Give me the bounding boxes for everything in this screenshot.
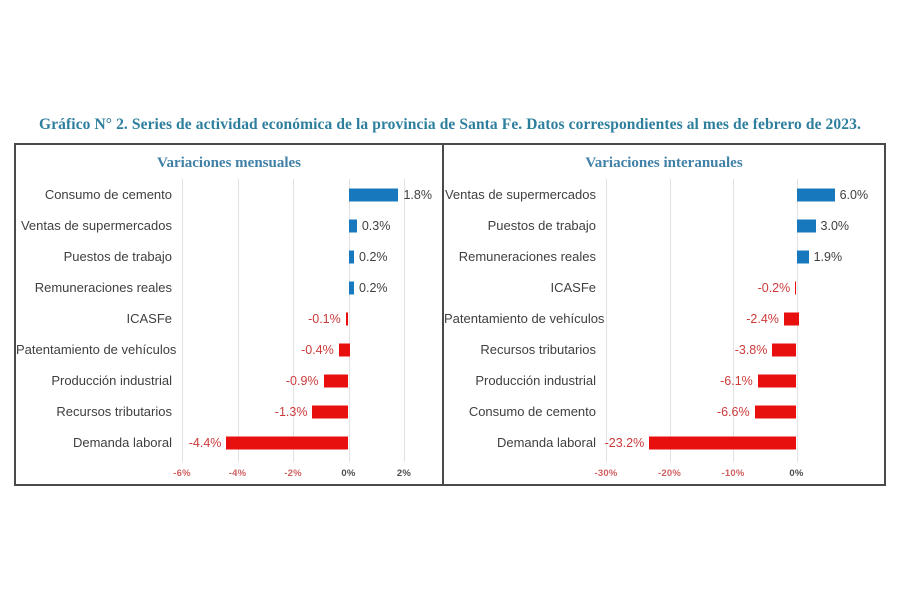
- value-label: 1.9%: [813, 249, 843, 264]
- category-label: ICASFe: [126, 311, 172, 326]
- chart-row: [16, 365, 442, 396]
- plot-cell: [182, 272, 404, 303]
- plot-cell: [182, 210, 404, 241]
- negative-bar: [758, 374, 797, 387]
- positive-bar: [797, 188, 835, 201]
- value-label: -0.2%: [757, 280, 791, 295]
- plot-cell: [606, 272, 860, 303]
- negative-bar: [346, 312, 349, 325]
- plot-cell: [182, 396, 404, 427]
- rows: [16, 179, 442, 458]
- plot-cell: [186, 334, 404, 365]
- plot-cell: [606, 210, 860, 241]
- plot-cell: [182, 241, 404, 272]
- chart-yearly: [444, 145, 884, 484]
- value-label: 0.3%: [361, 218, 391, 233]
- value-label: -23.2%: [604, 435, 645, 450]
- x-tick-label: -10%: [721, 468, 745, 479]
- x-tick-label: 2%: [396, 468, 412, 479]
- value-label: -4.4%: [188, 435, 222, 450]
- x-tick-label: -4%: [228, 468, 247, 479]
- positive-bar: [797, 250, 809, 263]
- value-label: -0.4%: [301, 342, 334, 357]
- chart-row: [444, 365, 884, 396]
- category-label: Demanda laboral: [72, 435, 172, 450]
- chart-row: [444, 396, 884, 427]
- positive-bar: [349, 281, 355, 294]
- chart-row: [444, 241, 884, 272]
- chart-row: [16, 427, 442, 458]
- value-label: 1.8%: [403, 187, 432, 202]
- plot-cell: [614, 303, 860, 334]
- category-label: Producción industrial: [475, 373, 596, 388]
- category-label: Puestos de trabajo: [63, 249, 172, 264]
- category-label: Ventas de supermercados: [20, 218, 172, 233]
- chart-row: [16, 272, 442, 303]
- chart-row: [444, 427, 884, 458]
- chart-row: [16, 396, 442, 427]
- chart-row: [444, 272, 884, 303]
- chart-monthly: [16, 145, 442, 484]
- category-label: Demanda laboral: [496, 435, 596, 450]
- negative-bar: [312, 405, 348, 418]
- negative-bar: [755, 405, 797, 418]
- x-tick-label: 0%: [789, 468, 804, 479]
- chart-row: [16, 303, 442, 334]
- plot-cell: [606, 334, 860, 365]
- chart-row: [444, 210, 884, 241]
- x-tick-label: -6%: [173, 468, 191, 479]
- category-label: Patentamiento de vehículos: [16, 342, 177, 357]
- positive-bar: [349, 250, 355, 263]
- value-label: -0.1%: [308, 311, 341, 326]
- chart-title-monthly: Variaciones mensuales: [156, 155, 302, 171]
- positive-bar: [797, 219, 816, 232]
- charts-container: [14, 143, 886, 486]
- negative-bar: [795, 281, 796, 294]
- axis: [173, 460, 412, 484]
- value-label: 6.0%: [839, 187, 869, 202]
- plot-cell: [606, 427, 860, 458]
- x-tick-label: -20%: [658, 468, 681, 479]
- chart-title-yearly: Variaciones interanuales: [585, 155, 743, 171]
- value-label: 0.2%: [359, 249, 388, 264]
- chart-panel-yearly: [444, 145, 884, 484]
- plot-cell: [182, 179, 432, 210]
- chart-body-monthly: [16, 176, 442, 484]
- figure-title: Gráfico N° 2. Series de actividad económica de la provincia de Santa Fe. Datos correspondientes al mes de febrero de 2023.: [39, 116, 861, 133]
- chart-row: [16, 179, 442, 210]
- chart-row: [16, 334, 442, 365]
- plot-cell: [606, 241, 860, 272]
- plot-cell: [182, 365, 404, 396]
- value-label: -3.8%: [734, 342, 768, 357]
- positive-bar: [349, 188, 399, 201]
- axis: [594, 460, 860, 484]
- plot-cell: [182, 427, 404, 458]
- category-label: Remuneraciones reales: [458, 249, 596, 264]
- category-label: Patentamiento de vehículos: [444, 311, 605, 326]
- plot-cell: [606, 179, 869, 210]
- chart-row: [444, 303, 884, 334]
- category-label: Consumo de cemento: [44, 187, 172, 202]
- category-label: Ventas de supermercados: [444, 187, 596, 202]
- chart-row: [16, 241, 442, 272]
- value-label: -6.6%: [716, 404, 750, 419]
- chart-row: [16, 210, 442, 241]
- negative-bar: [784, 312, 799, 325]
- category-label: Remuneraciones reales: [34, 280, 172, 295]
- negative-bar: [649, 436, 796, 449]
- plot-cell: [606, 365, 860, 396]
- positive-bar: [349, 219, 357, 232]
- x-tick-label: -2%: [284, 468, 302, 479]
- category-label: Consumo de cemento: [468, 404, 596, 419]
- rows: [444, 179, 884, 458]
- chart-row: [444, 179, 884, 210]
- category-label: Recursos tributarios: [56, 404, 172, 419]
- negative-bar: [772, 343, 796, 356]
- category-label: Recursos tributarios: [480, 342, 596, 357]
- category-label: Puestos de trabajo: [487, 218, 596, 233]
- chart-row: [444, 334, 884, 365]
- value-label: -0.9%: [285, 373, 319, 388]
- plot-cell: [606, 396, 860, 427]
- chart-panel-monthly: [16, 145, 444, 484]
- value-label: 0.2%: [359, 280, 388, 295]
- negative-bar: [226, 436, 348, 449]
- x-tick-label: -30%: [594, 468, 618, 479]
- value-label: 3.0%: [820, 218, 850, 233]
- category-label: Producción industrial: [51, 373, 172, 388]
- value-label: -2.4%: [746, 311, 779, 326]
- category-label: ICASFe: [550, 280, 596, 295]
- negative-bar: [324, 374, 349, 387]
- value-label: -6.1%: [720, 373, 753, 388]
- chart-body-yearly: [444, 176, 884, 484]
- negative-bar: [339, 343, 350, 356]
- plot-cell: [182, 303, 404, 334]
- value-label: -1.3%: [274, 404, 308, 419]
- x-tick-label: 0%: [341, 468, 356, 479]
